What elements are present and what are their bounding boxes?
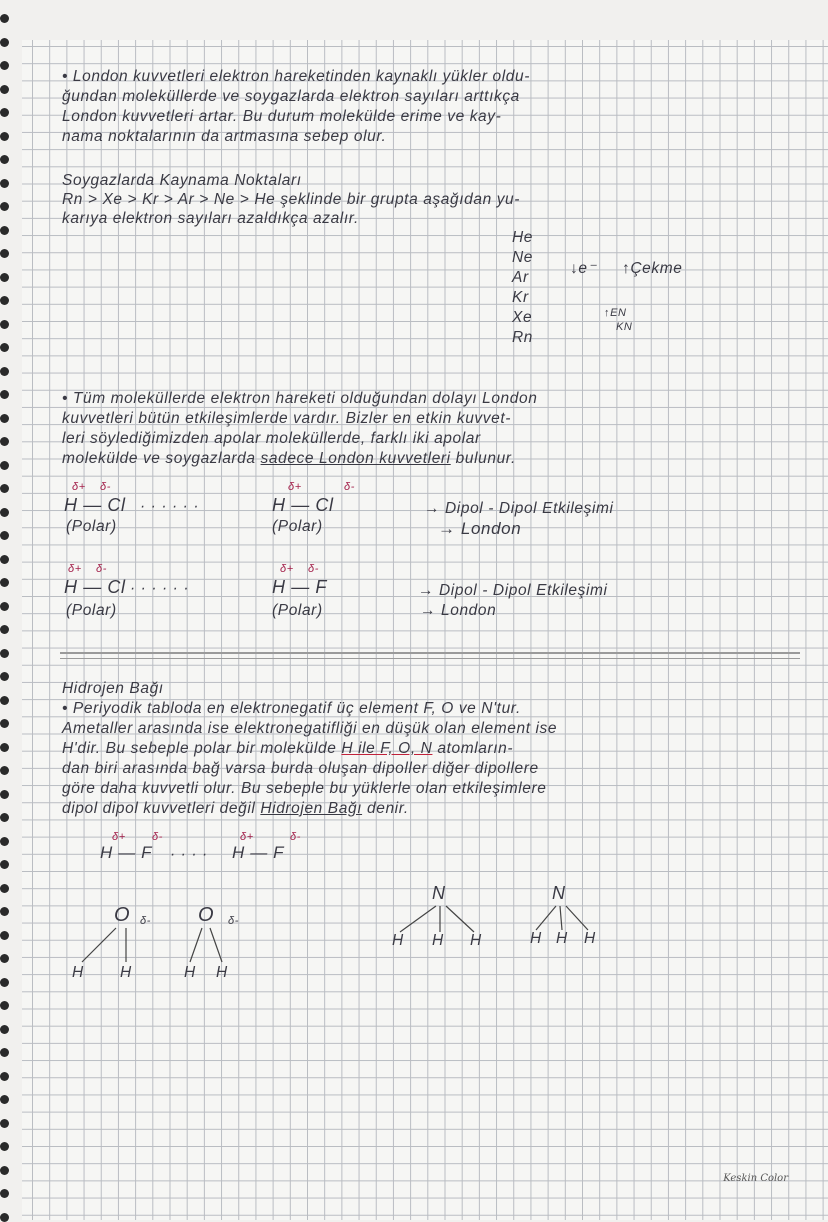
text-line: Ametaller arasında ise elektronegatifliği en düşük olan element ise [62,720,558,737]
text-line: H'dir. Bu sebeple polar bir molekülde [62,740,337,757]
en-arrow: ↑EN [604,307,627,319]
delta-plus: δ+ [72,481,86,493]
element-kr: Kr [512,289,529,306]
polar-label: (Polar) [272,602,323,619]
molecule-hcl: H — Cl [272,495,334,515]
molecule-hcl: H — Cl [64,577,126,597]
delta-minus: δ- [344,481,355,493]
interaction-dots: · · · · · · [130,580,190,597]
text-line: göre daha kuvvetli olur. Bu sebeple bu yüklerle olan etkileşimlere [62,780,547,797]
underlined-text: sadece London kuvvetleri [260,450,451,467]
nitrogen-atom: N [552,883,566,903]
hydrogen-atom: H [432,932,444,949]
delta-minus: δ- [308,563,319,575]
delta-plus: δ+ [280,563,294,575]
result-london: → London [420,602,497,619]
delta-plus: δ+ [288,481,302,493]
notebook-brand-logo: Keskin Color [723,1173,788,1184]
text-line: molekülde ve soygazlarda [62,450,256,467]
text-line: karıya elektron sayıları azaldıkça azalır. [62,210,359,227]
text-line: • Tüm moleküllerde elektron hareketi olduğundan dolayı London [62,390,538,407]
delta-minus: δ- [140,915,151,927]
polar-label: (Polar) [66,518,117,535]
text-line: • London kuvvetleri elektron hareketinden kaynaklı yükler oldu- [62,68,531,85]
element-he: He [512,229,534,246]
delta-minus: δ- [96,563,107,575]
text-line: kuvvetleri bütün etkileşimlerde vardır. Bizler en etkin kuvvet- [62,410,512,427]
oxygen-atom: O [114,904,131,926]
attraction-arrow: ↑Çekme [622,260,683,277]
underlined-text: H ile F, O, N [341,740,433,757]
kn-label: KN [616,321,633,333]
text-line: nama noktalarının da artmasına sebep olur. [62,128,387,145]
hydrogen-atom: H [216,964,228,981]
hydrogen-atom: H [530,930,542,947]
molecule-hcl: H — Cl [64,495,126,515]
text-line: atomların- [437,740,514,757]
molecule-hf: H — F [100,843,153,862]
oxygen-atom: O [198,904,215,926]
result-dipole: → Dipol - Dipol Etkileşimi [424,500,614,517]
nitrogen-atom: N [432,883,446,903]
result-london: → London [438,519,522,538]
hydrogen-atom: H [584,930,596,947]
text-line: ğundan moleküllerde ve soygazlarda elektron sayıları arttıkça [62,88,520,105]
text-line: • Periyodik tabloda en elektronegatif üç element F, O ve N'tur. [62,700,521,717]
text-line: London kuvvetleri artar. Bu durum molekülde erime ve kay- [62,108,502,125]
text-line: leri söylediğimizden apolar moleküllerde, farklı iki apolar [62,430,481,447]
element-xe: Xe [512,309,533,326]
text-line: bulunur. [455,450,516,467]
hydrogen-atom: H [470,932,482,949]
delta-plus: δ+ [240,831,254,843]
hydrogen-atom: H [120,964,132,981]
hydrogen-atom: H [556,930,568,947]
section-heading: Soygazlarda Kaynama Noktaları [62,172,302,189]
hydrogen-atom: H [72,964,84,981]
electron-arrow: ↓e⁻ [570,260,597,277]
polar-label: (Polar) [272,518,323,535]
text-line: Rn > Xe > Kr > Ar > Ne > He şeklinde bir grupta aşağıdan yu- [62,191,521,208]
element-ar: Ar [512,269,529,286]
text-line: dan biri arasında bağ varsa burda oluşan dipoller diğer dipollere [62,760,539,777]
delta-plus: δ+ [112,831,126,843]
element-rn: Rn [512,329,534,346]
molecule-hf: H — F [272,577,327,597]
text-line: dipol dipol kuvvetleri değil [62,800,256,817]
polar-label: (Polar) [66,602,117,619]
delta-minus: δ- [290,831,301,843]
hydrogen-atom: H [392,932,404,949]
interaction-dots: · · · · · · [140,498,200,515]
molecule-hf: H — F [232,843,285,862]
element-ne: Ne [512,249,534,266]
delta-minus: δ- [228,915,239,927]
delta-minus: δ- [152,831,163,843]
result-dipole: → Dipol - Dipol Etkileşimi [418,582,608,599]
delta-plus: δ+ [68,563,82,575]
delta-minus: δ- [100,481,111,493]
hydrogen-atom: H [184,964,196,981]
text-line: denir. [367,800,409,817]
underlined-text: Hidrojen Bağı [260,800,363,817]
section-heading: Hidrojen Bağı [62,680,164,697]
